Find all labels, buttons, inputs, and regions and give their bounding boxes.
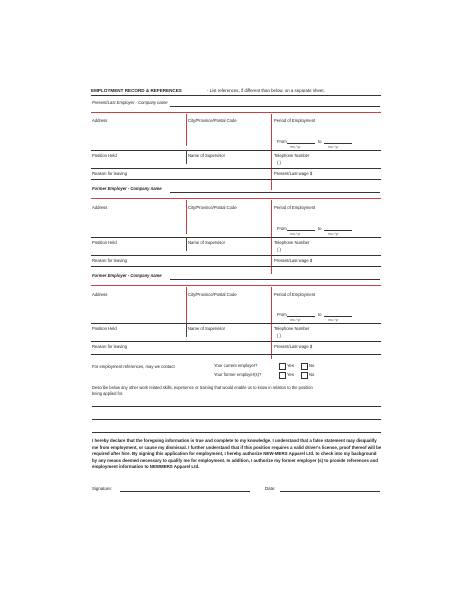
employer-1-phone-label: Telephone Number: [274, 153, 310, 158]
section-instruction: - List references, if different than below, on a separate sheet.: [207, 88, 325, 93]
employer-3-divider-c: [186, 323, 187, 337]
employer-3-position-label: Position Held: [92, 326, 117, 331]
employer-2-rule: [91, 198, 381, 199]
employer-2-to-hint: mo / yr: [328, 232, 339, 236]
contact-former-label: Your former employer(s)?: [214, 372, 262, 377]
employer-3-divider-a: [186, 287, 187, 323]
skills-prompt-2: being applied for.: [92, 391, 124, 396]
employer-2-heading: Former Employer - Company name: [92, 186, 162, 191]
employer-2-from-label: From: [277, 226, 287, 231]
employer-1-reason-label: Reason for leaving: [92, 171, 127, 176]
employer-3-from-input[interactable]: [287, 316, 315, 317]
employer-3-phone-label: Telephone Number: [274, 326, 310, 331]
employer-3-heading: Former Employer - Company name: [92, 273, 162, 278]
employer-3-row-rule-2: [91, 341, 381, 342]
employer-1-to-hint: mo / yr: [328, 145, 339, 149]
skills-line-2[interactable]: [92, 419, 381, 420]
header-rule: [91, 95, 381, 96]
employer-1-position-label: Position Held: [92, 153, 117, 158]
contact-former-yes-label: Yes: [287, 372, 294, 377]
date-label: Date:: [265, 486, 276, 491]
employer-1-divider-a: [186, 114, 187, 146]
contact-current-no-label: No: [309, 363, 315, 368]
contact-current-label: Your current employer?: [214, 363, 258, 368]
employer-2-company-input[interactable]: [170, 192, 380, 193]
employer-3-period-label: Period of Employment: [274, 292, 316, 297]
employer-1-heading: Present/Last Employer - Company name: [92, 100, 168, 105]
employer-1-wage-label: Present/Last wage $: [274, 171, 313, 176]
employer-2-reason-label: Reason for leaving: [92, 258, 127, 263]
employer-3-to-input[interactable]: [324, 316, 352, 317]
contact-former-no-checkbox[interactable]: [301, 372, 308, 379]
skills-line-3[interactable]: [92, 432, 381, 433]
employer-3-from-hint: mo / yr: [290, 318, 301, 322]
employer-2-end-rule: [91, 266, 381, 267]
contact-current-yes-label: Yes: [287, 363, 294, 368]
employer-1-row-rule-2: [91, 168, 381, 169]
employer-3-supervisor-label: Name of Supervisor: [188, 326, 226, 331]
employer-2-divider-a: [186, 200, 187, 234]
employer-3-city-label: City/Province/Postal Code: [188, 292, 237, 297]
employer-1-divider-c: [186, 150, 187, 164]
employer-2-to-input[interactable]: [324, 230, 352, 231]
employer-3-to-hint: mo / yr: [328, 318, 339, 322]
employer-3-from-label: From: [277, 312, 287, 317]
employer-3-wage-label: Present/Last wage $: [274, 344, 313, 349]
employer-3-company-input[interactable]: [170, 279, 380, 280]
employer-3-phone-parens: ( ): [277, 333, 281, 338]
employer-2-phone-parens: ( ): [277, 247, 281, 252]
employer-3-to-label: to: [318, 312, 322, 317]
employer-1-rule: [91, 112, 381, 113]
signature-input[interactable]: [120, 491, 250, 492]
employer-2-from-input[interactable]: [287, 230, 315, 231]
employer-2-row-rule-2: [91, 255, 381, 256]
employer-2-position-label: Position Held: [92, 240, 117, 245]
skills-line-1[interactable]: [92, 406, 381, 407]
date-input[interactable]: [280, 491, 380, 492]
employer-2-from-hint: mo / yr: [290, 232, 301, 236]
employer-3-reason-label: Reason for leaving: [92, 344, 127, 349]
contact-question: For employment references, may we contact: [92, 364, 175, 369]
employer-2-divider-c: [186, 237, 187, 251]
employer-2-phone-label: Telephone Number: [274, 240, 310, 245]
employer-2-to-label: to: [318, 226, 322, 231]
employer-1-to-input[interactable]: [324, 143, 352, 144]
employer-3-rule: [91, 285, 381, 286]
employer-1-phone-parens: ( ): [277, 160, 281, 165]
employer-2-period-label: Period of Employment: [274, 205, 316, 210]
employer-1-row-rule: [91, 150, 381, 151]
skills-prompt-1: Describe below any other work related skills, experience or training that would enable us to know in relation to the position: [92, 385, 313, 390]
employer-3-end-rule: [91, 354, 381, 355]
contact-former-no-label: No: [309, 372, 315, 377]
signature-label: Signature:: [92, 486, 113, 491]
section-title: EMPLOYMENT RECORD & REFERENCES: [91, 88, 182, 93]
contact-current-no-checkbox[interactable]: [301, 363, 308, 370]
employer-1-address-label: Address: [92, 118, 108, 123]
employer-1-supervisor-label: Name of Supervisor: [188, 153, 226, 158]
employer-2-supervisor-label: Name of Supervisor: [188, 240, 226, 245]
employer-3-row-rule: [91, 323, 381, 324]
employer-3-address-label: Address: [92, 292, 108, 297]
employer-2-city-label: City/Province/Postal Code: [188, 205, 237, 210]
employer-2-address-label: Address: [92, 205, 108, 210]
declaration-text: I hereby declare that the foregoing information is true and complete to my knowledge. I understand that a false statement may disqualify me from employment, or cause my dismissal. I further understand that if this position requires a valid driver's license, proof thereof will be required after hire. By signing this application for employment, I hereby authorize NEW-MERS Apparel Ltd. to check into my background by any means deemed necessary to qualify me for employment. In addition, I authorize my former employer (s) to provide references and employment information to NEWMERS Apparel Ltd.: [92, 438, 382, 470]
employer-1-from-input[interactable]: [287, 143, 315, 144]
employer-2-row-rule: [91, 237, 381, 238]
contact-current-yes-checkbox[interactable]: [279, 363, 286, 370]
employer-1-to-label: to: [318, 139, 322, 144]
contact-former-yes-checkbox[interactable]: [279, 372, 286, 379]
employer-1-city-label: City/Province/Postal Code: [188, 118, 237, 123]
employer-1-period-label: Period of Employment: [274, 118, 316, 123]
employer-1-from-label: From: [277, 139, 287, 144]
employer-1-end-rule: [91, 179, 381, 180]
employer-1-company-input[interactable]: [170, 106, 380, 107]
employer-2-wage-label: Present/Last wage $: [274, 258, 313, 263]
employer-1-from-hint: mo / yr: [290, 145, 301, 149]
